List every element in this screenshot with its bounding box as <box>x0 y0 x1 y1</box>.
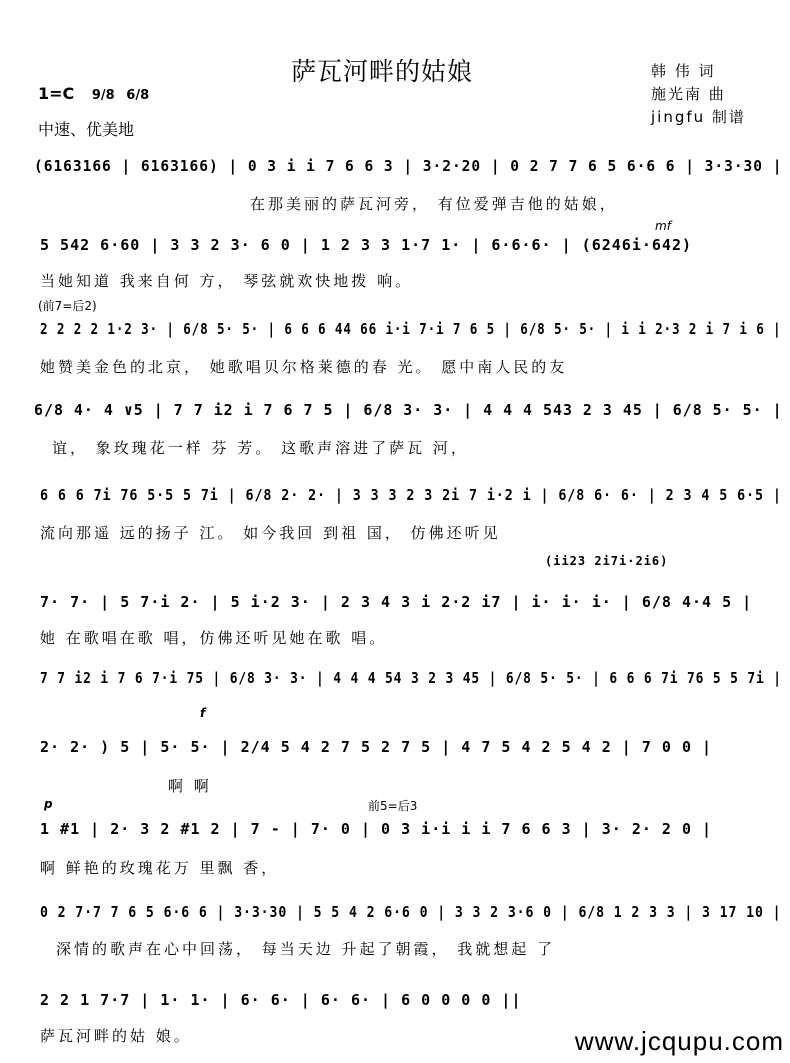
system-11-lyrics: 萨瓦河畔的姑 娘。 <box>40 1027 192 1045</box>
system-9-notation: 1 #1 | 2· 3 2 #1 2 | 7 - | 7· 0 | 0 3 i·i i i 7 6 6 3 | 3· 2· 2 0 | <box>40 820 713 838</box>
system-9-prefix: 前5=后3 <box>368 799 418 813</box>
system-6-lyrics: 她 在歌唱在歌 唱，仿佛还听见她在歌 唱。 <box>40 629 388 647</box>
system-4-lyrics: 谊， 象玫瑰花一样 芬 芳。 这歌声溶进了萨瓦 河， <box>52 439 469 457</box>
system-7-notation: 7 7 i2 i 7 6 7·i 75 | 6/8 3· 3· | 4 4 4 54 3 2 3 45 | 6/8 5· 5· | 6 6 6 7i 76 5 5 7i | <box>40 669 782 687</box>
system-11-notation: 2 2 1 7·7 | 1· 1· | 6· 6· | 6· 6· | 6 0 0 0 0 || <box>40 991 522 1009</box>
system-10-lyrics: 深情的歌声在心中回荡， 每当天边 升起了朝霞， 我就想起 了 <box>56 940 556 958</box>
song-title: 萨瓦河畔的姑娘 <box>291 57 474 86</box>
system-9-dynamic: p <box>44 797 53 811</box>
system-2-lyrics: 当她知道 我来自何 方， 琴弦就欢快地拨 响。 <box>40 272 414 290</box>
transcriber-credit: jingfu 制谱 <box>651 108 746 126</box>
system-4-notation: 6/8 4· 4 ∨5 | 7 7 i2 i 7 6 7 5 | 6/8 3· 3· | 4 4 4 543 2 3 45 | 6/8 5· 5· | <box>34 401 783 419</box>
system-6-notation: 7· 7· | 5 7·i 2· | 5 i·2 3· | 2 3 4 3 i 2·2 i7 | i· i· i· | 6/8 4·4 5 | <box>40 593 753 611</box>
system-5-lyrics: 流向那遥 远的扬子 江。 如今我回 到祖 国， 仿佛还听见 <box>40 524 501 542</box>
system-8-notation: 2· 2· ) 5 | 5· 5· | 2/4 5 4 2 7 5 2 7 5 | 4 7 5 4 2 5 4 2 | 7 0 0 | <box>40 738 713 756</box>
composer-credit: 施光南 曲 <box>651 85 726 103</box>
system-2-dynamic: mf <box>655 219 671 233</box>
time-signature-1: 9/8 <box>91 88 115 103</box>
system-8-lyrics: 啊 啊 <box>168 777 212 795</box>
system-3-lyrics: 她赞美金色的北京， 她歌唱贝尔格莱德的春 光。 愿中南人民的友 <box>40 358 568 376</box>
key-signature-text: 1=C <box>38 84 75 103</box>
system-5-notation: 6 6 6 7i 76 5·5 5 7i | 6/8 2· 2· | 3 3 3 2 3 2i 7 i·2 i | 6/8 6· 6· | 2 3 4 5 6·5 | <box>40 486 782 504</box>
lyricist-credit: 韩 伟 词 <box>651 62 716 80</box>
system-1-notation: (6163166 | 6163166) | 0 3 i i 7 6 6 3 | 3·2·20 | 0 2 7 7 6 5 6·6 6 | 3·3·30 | <box>34 157 783 175</box>
time-signature-2: 6/8 <box>126 88 150 103</box>
system-6-ossia: (ii23 2i7i·2i6) <box>545 554 669 568</box>
key-signature <box>38 84 149 103</box>
system-3-notation: 2 2 2 2 1·2 3· | 6/8 5· 5· | 6 6 6 44 66 i·i 7·i 7 6 5 | 6/8 5· 5· | i i 2·3 2 i 7 i 6 | <box>40 320 782 338</box>
system-1-lyrics: 在那美丽的萨瓦河旁， 有位爱弹吉他的姑娘， <box>250 195 618 213</box>
tempo-marking: 中速、优美地 <box>38 120 135 139</box>
system-3-prefix: (前7=后2) <box>38 299 97 313</box>
system-8-dynamic: f <box>200 706 206 720</box>
system-2-notation: 5 542 6·60 | 3 3 2 3· 6 0 | 1 2 3 3 1·7 1· | 6·6·6· | (6246i·642) <box>40 236 692 254</box>
system-10-notation: 0 2 7·7 7 6 5 6·6 6 | 3·3·30 | 5 5 4 2 6·6 0 | 3 3 2 3·6 0 | 6/8 1 2 3 3 | 3 17 10 | <box>40 903 782 921</box>
system-9-lyrics: 啊 鲜艳的玫瑰花万 里飘 香， <box>40 859 280 877</box>
site-watermark: www.jcqupu.com <box>574 1026 784 1056</box>
